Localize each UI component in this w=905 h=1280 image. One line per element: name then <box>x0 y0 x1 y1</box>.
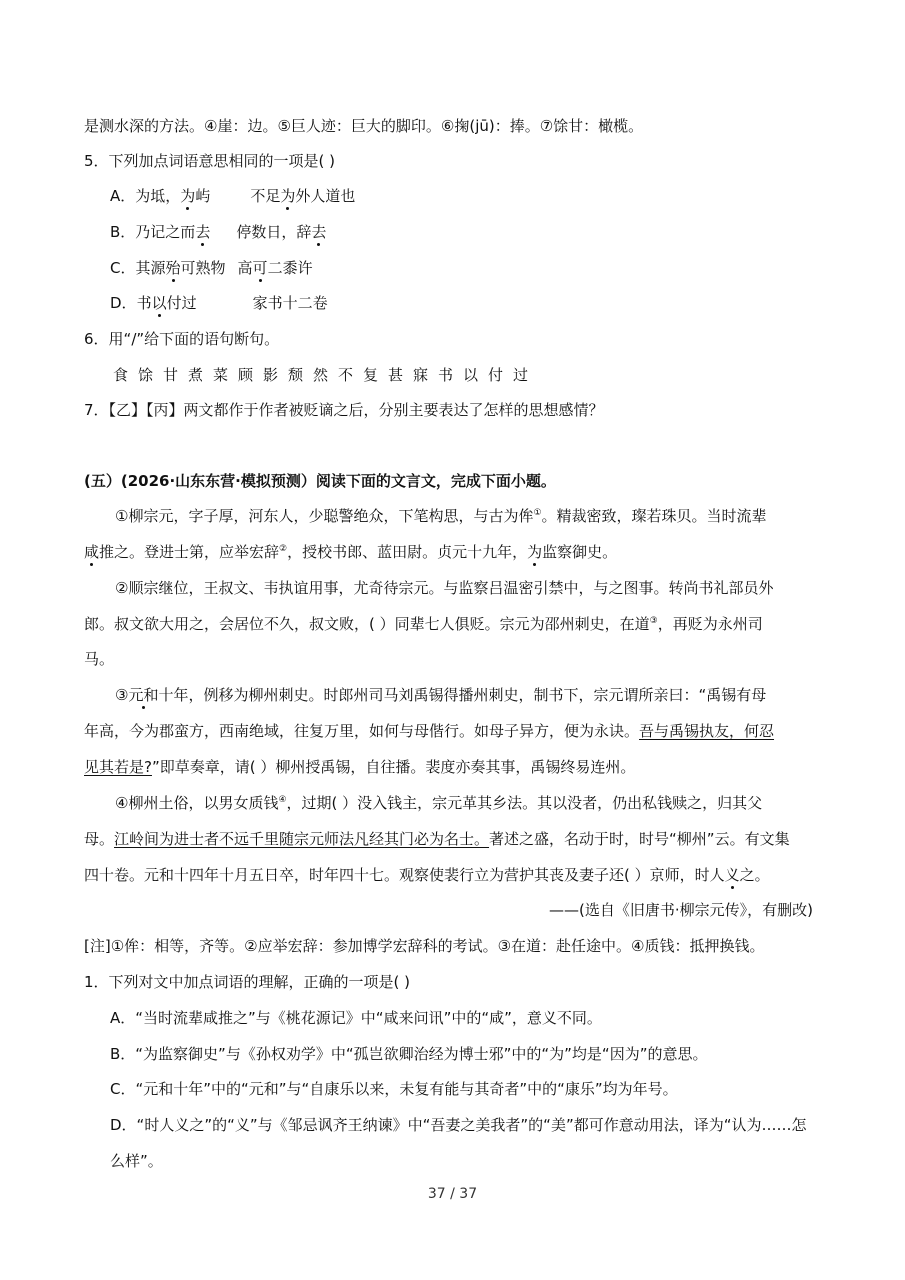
question-5-option-c: C．其源殆可熟物 高可二黍许 <box>110 259 313 277</box>
footnote-marker: ② <box>279 544 288 554</box>
option-label: B． <box>110 223 136 241</box>
underlined-sentence: 见其若是? <box>84 758 152 776</box>
question-7-stem: 7．【乙】【丙】两文都作于作者被贬谪之后，分别主要表达了怎样的思想感情？ <box>84 401 604 419</box>
footnote-marker: ③ <box>649 616 658 626</box>
question-1-option-b: B．“为监察御史”与《孙权劝学》中“孤岂欲卿治经为博士邪”中的“为”均是“因为”的意思。 <box>110 1045 708 1063</box>
dotted-word: 去 <box>195 223 211 241</box>
passage-p1-line1: ①柳宗元，字子厚，河东人，少聪警绝众，下笔构思，与古为侔①。精裁密致，璨若珠贝。当时流辈 <box>115 507 767 525</box>
question-1-option-a: A．“当时流辈咸推之”与《桃花源记》中“咸来问讯”中的“咸”，意义不同。 <box>110 1009 602 1027</box>
question-6-stem: 6．用“/”给下面的语句断句。 <box>84 330 280 348</box>
question-1-option-d-line1: D．“时人义之”的“义”与《邹忌讽齐王纳谏》中“吾妻之美我者”的“美”都可作意动用法，译为“认为……怎 <box>110 1116 807 1134</box>
section-5-heading: (五）(2026·山东东营·模拟预测）阅读下面的文言文，完成下面小题。 <box>84 472 556 490</box>
dotted-word: 为 <box>527 543 543 561</box>
underlined-sentence: 江岭间为进士者不远千里随宗元师法凡经其门必为名士。 <box>114 830 490 848</box>
dotted-word: 咸 <box>84 543 100 561</box>
passage-source: ——(选自《旧唐书·柳宗元传》，有删改) <box>549 901 813 919</box>
question-1-option-c: C．“元和十年”中的“元和”与“自康乐以来，未复有能与其奇者”中的“康乐”均为年号。 <box>110 1080 678 1098</box>
question-5-option-a: A．为坻，为屿 不足为外人道也 <box>110 187 356 205</box>
note-line-continuation: 是测水深的方法。④崖：边。⑤巨人迹：巨大的脚印。⑥掬(jū)：捧。⑦馀甘：橄榄。 <box>84 117 644 135</box>
passage-p3-line2: 年高，今为郡蛮方，西南绝域，往复万里，如何与母偕行。如母子异方，便为永诀。吾与禹锡执友，何忍 <box>84 722 775 740</box>
dotted-word: 为 <box>280 187 296 205</box>
question-6-sentence: 食馀甘煮菜顾影颓然不复甚寐书以付过 <box>113 366 539 384</box>
passage-notes: [注]①侔：相等，齐等。②应举宏辞：参加博学宏辞科的考试。③在道：赴任途中。④质钱：抵押换钱。 <box>84 937 765 955</box>
footnote-marker: ④ <box>278 795 287 805</box>
dotted-word: 义 <box>724 866 740 884</box>
passage-p3-line1: ③元和十年，例移为柳州刺史。时郎州司马刘禹锡得播州刺史，制书下，宗元谓所亲曰：“禹锡有母 <box>115 686 767 704</box>
question-1-option-d-line2: 么样”。 <box>110 1152 163 1170</box>
question-5-option-d: D．书以付过 家书十二卷 <box>110 294 328 312</box>
dotted-word: 以 <box>151 294 167 312</box>
underlined-sentence: 吾与禹锡执友，何忍 <box>639 722 775 740</box>
passage-p1-line2: 咸推之。登进士第，应举宏辞②，授校书郎、蓝田尉。贞元十九年，为监察御史。 <box>84 543 618 561</box>
passage-p2-line3: 马。 <box>84 650 115 668</box>
page-number: 37 / 37 <box>427 1186 478 1202</box>
passage-p4-line1: ④柳州土俗，以男女质钱④，过期( ）没入钱主，宗元革其乡法。其以没者，仍出私钱赎之，归其父 <box>115 794 763 812</box>
passage-p2-line2: 郎。叔文欲大用之，会居位不久，叔文败，( ）同辈七人俱贬。宗元为邵州刺史，在道③，再贬为永州司 <box>84 615 763 633</box>
footnote-marker: ① <box>533 508 542 518</box>
passage-p4-line2: 母。江岭间为进士者不远千里随宗元师法凡经其门必为名士。著述之盛，名动于时，时号“柳州”云。有文集 <box>84 830 790 848</box>
question-1-stem: 1．下列对文中加点词语的理解，正确的一项是( ) <box>84 973 411 991</box>
dotted-word: 可 <box>252 259 268 277</box>
dotted-word: 为 <box>180 187 196 205</box>
passage-p2-line1: ②顺宗继位，王叔文、韦执谊用事，尤奇待宗元。与监察吕温密引禁中，与之图事。转尚书礼部员外 <box>115 579 774 597</box>
dotted-word: 殆 <box>165 259 181 277</box>
option-label: D． <box>110 294 137 312</box>
question-5-stem: 5．下列加点词语意思相同的一项是( ) <box>84 152 336 170</box>
option-label: A． <box>110 187 136 205</box>
dotted-word: 元和 <box>128 686 159 704</box>
passage-p3-line3: 见其若是?”即草奏章，请( ）柳州授禹锡，自往播。裴度亦奏其事，禹锡终易连州。 <box>84 758 636 776</box>
question-5-option-b: B．乃记之而去 停数日，辞去 <box>110 223 327 241</box>
option-label: C． <box>110 259 136 277</box>
dotted-word: 去 <box>311 223 327 241</box>
passage-p4-line3: 四十卷。元和十四年十月五日卒，时年四十七。观察使裴行立为营护其丧及妻子还( ）京师，时人义之。 <box>84 866 770 884</box>
